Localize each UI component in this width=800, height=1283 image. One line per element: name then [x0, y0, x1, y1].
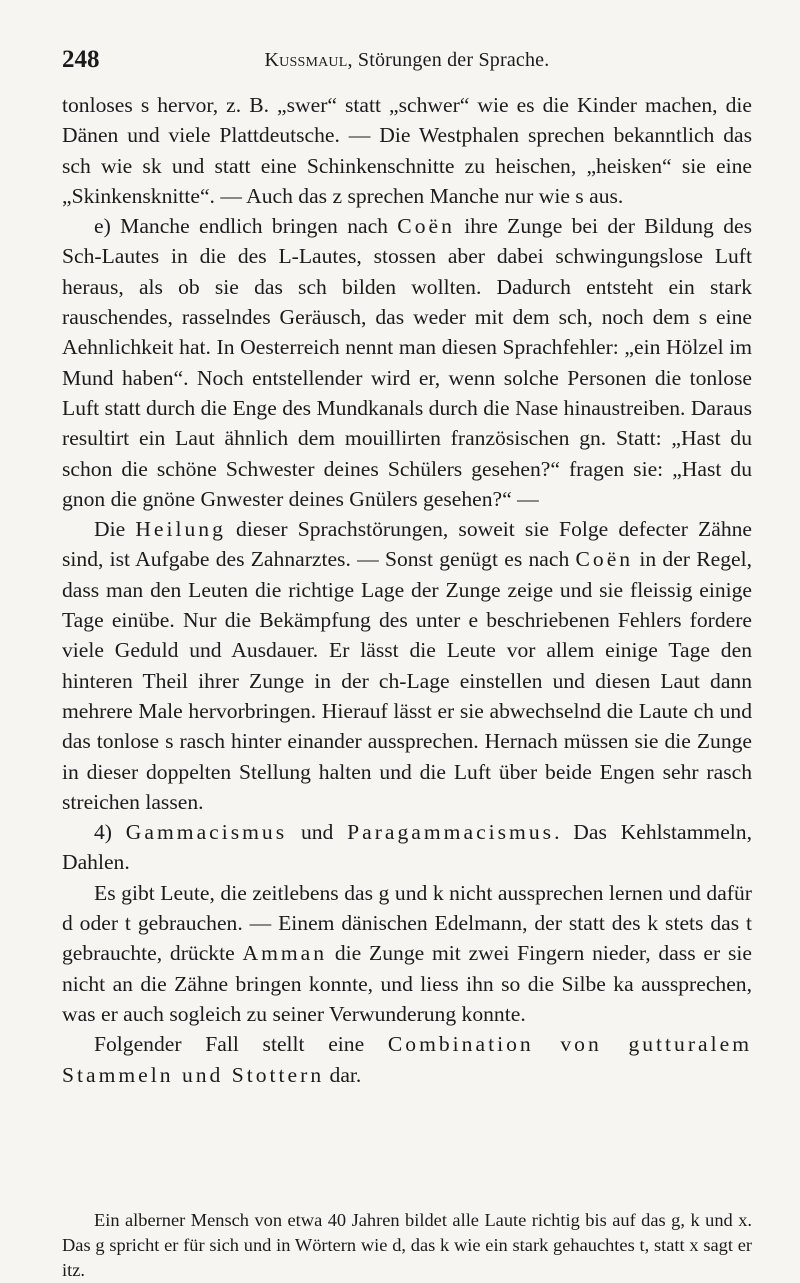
- text-run: und: [287, 820, 348, 845]
- text-run: 4): [94, 820, 126, 845]
- paragraph-continuation: tonloses s hervor, z. B. „swer“ statt „schwer“ wie es die Kinder machen, die Dänen und viele Plattdeutsche. — Die Westphalen sprechen bekanntlich das sch wie sk und statt eine Schinkenschnitte zu heischen, „heisken“ sie eine „Skinkensknitte“. — Auch das z sprechen Manche nur wie s aus.: [62, 93, 752, 208]
- case-text: Ein alberner Mensch von etwa 40 Jahren bildet alle Laute richtig bis auf das g, k und x. Das g spricht er für sich und in Wörtern wie d, das k wie ein stark gehauchtes t, statt x sagt er itz.: [62, 1210, 752, 1280]
- text-run: e) Manche endlich bringen nach: [94, 214, 398, 239]
- paragraph-heilung: [62, 514, 752, 817]
- text-run: . Das Kehlstammeln, Dahlen.: [62, 820, 752, 875]
- spaced-term: Gammacismus: [125, 820, 288, 845]
- text-run: ihre Zunge bei der Bildung des Sch-Lautes in die des L-Lautes, stossen aber dabei schwingungslose Luft heraus, als ob sie das sch bilden wollten. Dadurch entsteht ein stark rauschendes, rasselndes Geräusch, das weder mit dem sch, noch dem s eine Aehnlichkeit hat. In Oesterreich nennt man diesen Sprachfehler: „ein Hölzel im Mund haben“. Noch entstellender wird er, wenn solche Personen die tonlose Luft statt durch die Enge des Mundkanals durch die Nase hinaustreiben. Daraus resultirt ein Laut ähnlich dem mouillirten französischen gn. Statt: „Hast du schon die schöne Schwester deines Schülers gesehen?“ fragen sie: „Hast du gnon die gnöne Gnwester deines Gnülers gesehen?“ —: [62, 214, 752, 511]
- spaced-name: Amman: [242, 941, 328, 966]
- spaced-term: Paragammacismus: [347, 820, 555, 845]
- spaced-term: Heilung: [135, 517, 226, 542]
- running-title-author: Kussmaul: [264, 49, 348, 71]
- spaced-name: Coën: [575, 547, 634, 572]
- spaced-term: Combination von gutturalem Stammeln und Stottern: [62, 1032, 752, 1087]
- text-run: dieser Sprachstörungen, soweit sie Folge defecter Zähne sind, ist Aufgabe des Zahnarztes. — Sonst genügt es nach: [62, 517, 752, 572]
- paragraph-fall: [62, 1029, 752, 1090]
- text-run: dar.: [324, 1062, 362, 1087]
- running-title: [62, 49, 752, 72]
- text-run: in der Regel, dass man den Leuten die richtige Lage der Zunge zeige und sie fleissig einige Tage einübe. Nur die Bekämpfung des unter e beschriebenen Fehlers fordere viele Geduld und Ausdauer. Er lässt die Leute vor allem einige Tage den hinteren Theil ihrer Zunge in der ch-Lage einstellen und diesen Laut dann mehrere Male hervorbringen. Hierauf lässt er sie abwechselnd die Laute ch und das tonlose s rasch hinter einander aussprechen. Hernach müssen sie die Zunge in dieser doppelten Stellung halten und die Luft über beide Engen sehr rasch streichen lassen.: [62, 547, 752, 814]
- body-text: [62, 90, 752, 1090]
- text-run: die Zunge mit zwei Fingern nieder, dass er sie nicht an die Zähne bringen konnte, und liess ihn so die Silbe ka aussprechen, was er auch sogleich zu seiner Verwunderung konnte.: [62, 941, 752, 1026]
- page-number: 248: [62, 46, 100, 73]
- paragraph-e: [62, 211, 752, 514]
- case-description: [62, 1208, 752, 1283]
- section-heading-gammacismus: [62, 817, 752, 878]
- page-header: [62, 46, 752, 76]
- text-run: Es gibt Leute, die zeitlebens das g und k nicht aussprechen lernen und dafür d oder t gebrauchen. — Einem dänischen Edelmann, der statt des k stets das t gebrauchte, drückte: [62, 880, 752, 966]
- running-title-text: , Störungen der Sprache.: [347, 49, 550, 71]
- paragraph-leute: [62, 878, 752, 1029]
- spaced-name: Coën: [397, 214, 455, 239]
- text-run: Die: [94, 517, 136, 542]
- text-run: Folgender Fall stellt eine: [94, 1032, 388, 1057]
